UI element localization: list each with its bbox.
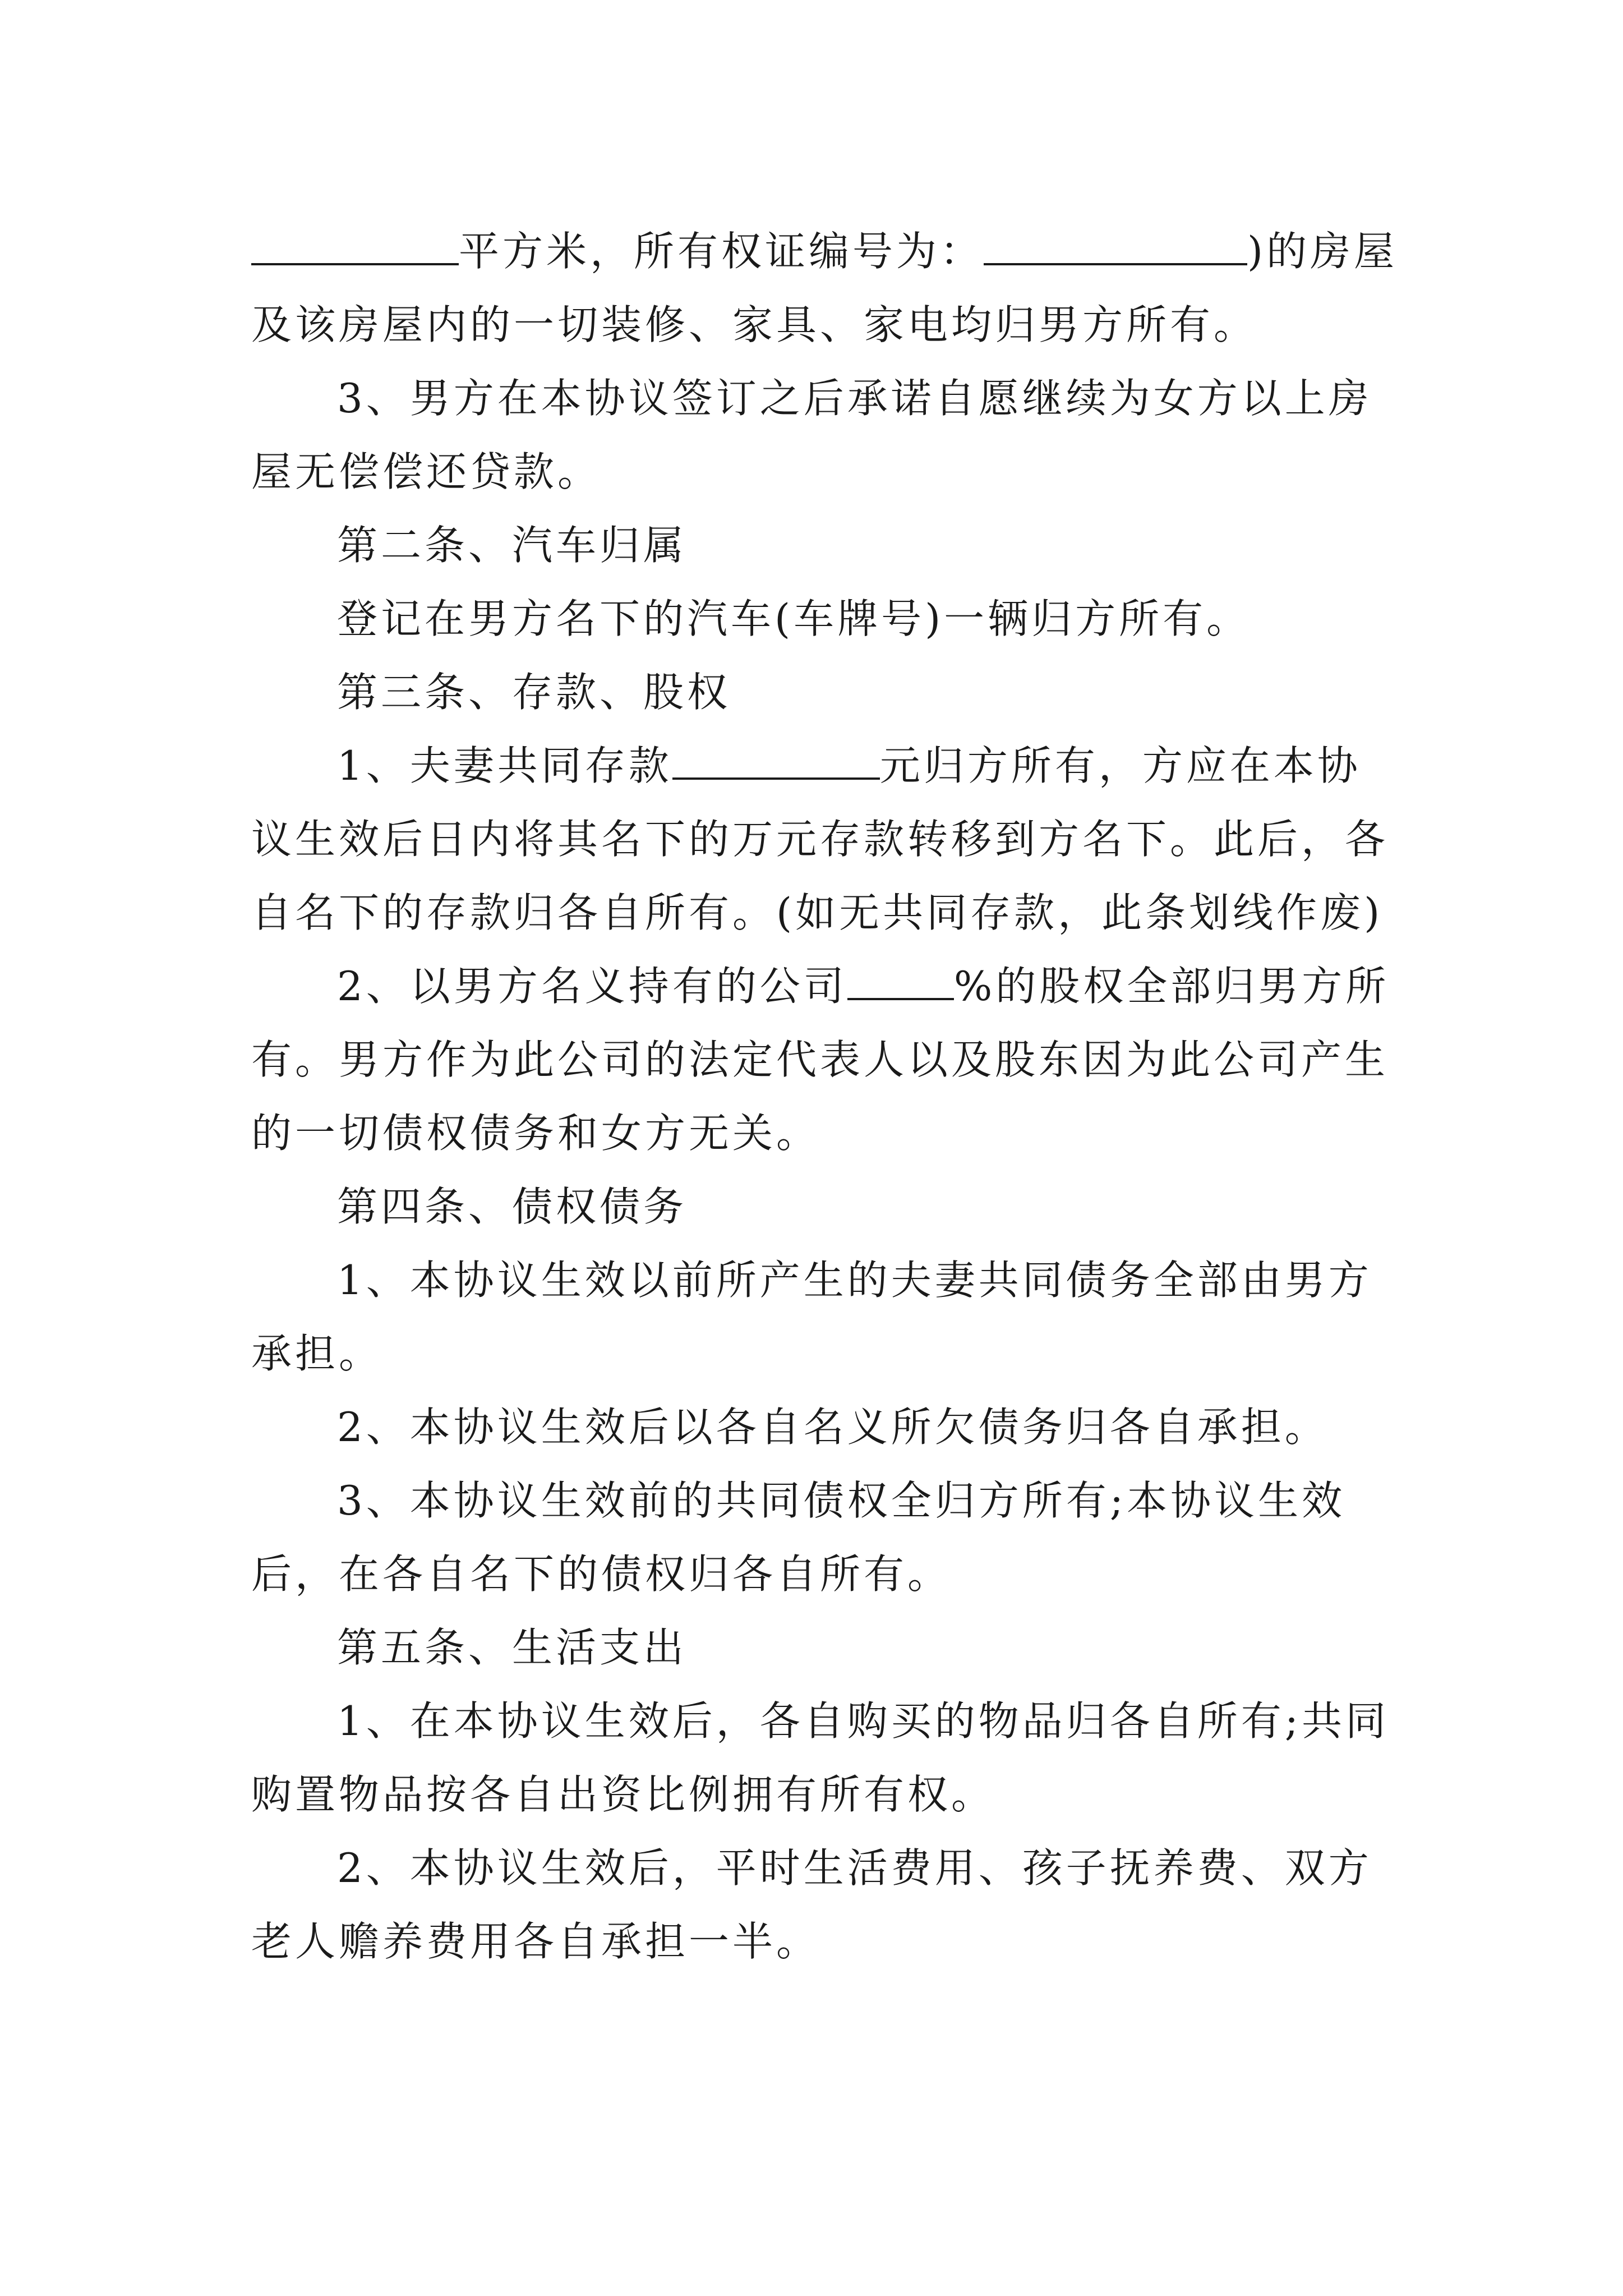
heading-article-3: 第三条、存款、股权 <box>337 669 731 716</box>
text-segment: )的房屋及该房屋内的一切装修、家具、家电均归男方所有。 <box>251 228 1398 348</box>
paragraph-savings <box>251 729 1401 950</box>
text-segment: %的股权全部归男方所有。男方作为此公司的法定代表人以及股东因为此公司产生的一切债权债务和女方无关。 <box>251 963 1390 1157</box>
paragraph-purchased-goods: 1、在本协议生效后，各自购买的物品归各自所有;共同购置物品按各自出资比例拥有所有权。 <box>251 1697 1390 1818</box>
paragraph-loan-repayment: 3、男方在本协议签订之后承诺自愿继续为女方以上房屋无偿偿还贷款。 <box>251 375 1372 495</box>
heading-article-2: 第二条、汽车归属 <box>337 522 688 569</box>
blank-area-line <box>251 229 459 265</box>
paragraph-living-expenses: 2、本协议生效后，平时生活费用、孩子抚养费、双方老人赡养费用各自承担一半。 <box>251 1844 1372 1965</box>
heading-article-4: 第四条、债权债务 <box>337 1183 688 1230</box>
paragraph-individual-debt: 2、本协议生效后以各自名义所欠债务归各自承担。 <box>337 1404 1329 1451</box>
blank-certificate-line <box>984 229 1247 265</box>
text-segment: 1、夫妻共同存款 <box>337 742 672 789</box>
blank-savings-amount-line <box>672 744 880 780</box>
heading-article-5: 第五条、生活支出 <box>337 1624 688 1671</box>
document-body <box>251 215 1401 1978</box>
text-segment: 平方米，所有权证编号为： <box>459 228 984 275</box>
paragraph-joint-debt: 1、本协议生效以前所产生的夫妻共同债务全部由男方承担。 <box>251 1257 1372 1377</box>
text-segment: 元归方所有，方应在本协议生效后日内将其名下的万元存款转移到方名下。此后，各自名下的存款归各自所有。(如无共同存款，此条划线作废) <box>251 742 1389 936</box>
paragraph-car-ownership: 登记在男方名下的汽车(车牌号)一辆归方所有。 <box>337 595 1251 642</box>
paragraph-house-ownership <box>251 215 1401 362</box>
text-segment: 2、以男方名义持有的公司 <box>337 963 847 1010</box>
paragraph-creditor-rights: 3、本协议生效前的共同债权全归方所有;本协议生效后，在各自名下的债权归各自所有。 <box>251 1477 1346 1598</box>
paragraph-equity <box>251 950 1401 1170</box>
blank-equity-percent-line <box>847 964 954 1000</box>
